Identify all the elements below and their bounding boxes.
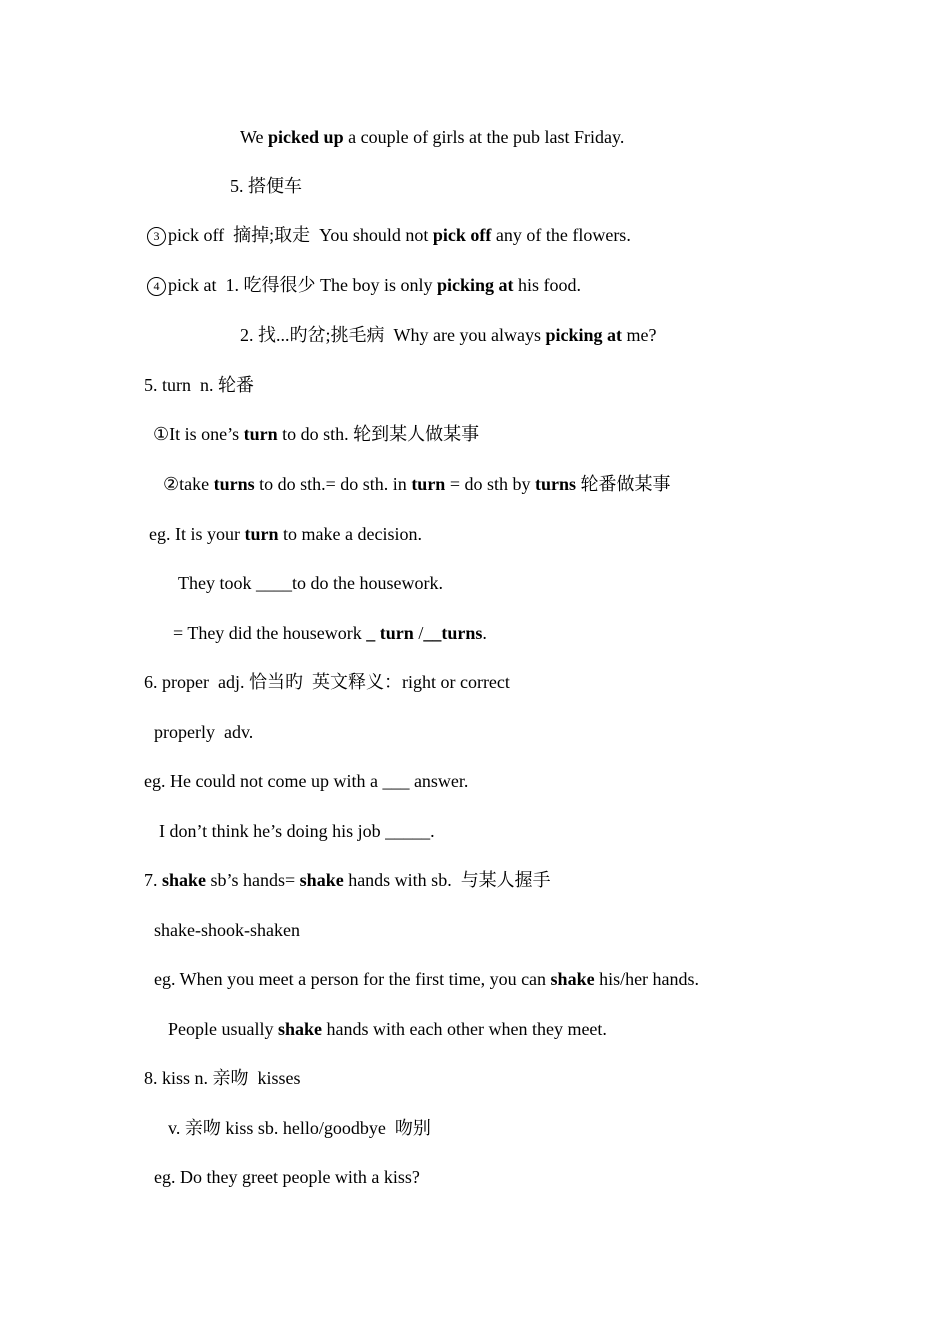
text-line: [154, 919, 300, 941]
bold-text: picked up: [268, 127, 344, 147]
text-run: shake-shook-shaken: [154, 920, 300, 940]
text-run: hands with sb. 与某人握手: [343, 870, 551, 890]
text-line: [154, 968, 699, 990]
bold-text: turns: [535, 474, 577, 494]
circled-number-marker: 4: [147, 277, 166, 296]
text-line: [178, 572, 443, 594]
text-run: to make a decision.: [278, 524, 422, 544]
text-run: I don’t think he’s doing his job _____.: [159, 821, 435, 841]
text-run: 6. proper adj. 恰当旳 英文释义：right or correct: [144, 672, 510, 692]
text-run: = do sth by: [445, 474, 535, 494]
text-run: 2. 找...旳岔;挑毛病 Why are you always: [240, 325, 546, 345]
text-run: to do sth.= do sth. in: [254, 474, 412, 494]
bold-text: __turns: [423, 623, 483, 643]
text-run: me?: [621, 325, 657, 345]
bold-text: shake: [278, 1019, 323, 1039]
text-line: [154, 1166, 420, 1188]
text-run: 5. turn n. 轮番: [144, 375, 254, 395]
text-run: eg. Do they greet people with a kiss?: [154, 1167, 420, 1187]
bold-text: shake: [550, 969, 595, 989]
text-line: [149, 523, 422, 545]
text-run: ①It is one’s: [153, 424, 244, 444]
text-run: .: [482, 623, 487, 643]
text-run: eg. He could not come up with a ___ answer.: [144, 771, 469, 791]
text-line: [153, 423, 479, 445]
text-run: eg. It is your: [149, 524, 245, 544]
text-run: We: [240, 127, 269, 147]
text-line: [159, 820, 435, 842]
text-line: [147, 224, 631, 246]
text-run: = They did the housework: [173, 623, 367, 643]
text-run: pick at 1. 吃得很少 The boy is only: [168, 275, 437, 295]
text-run: ②take: [163, 474, 214, 494]
bold-text: turn: [411, 474, 446, 494]
text-line: [168, 1117, 431, 1139]
text-line: [154, 721, 253, 743]
text-run: 轮番做某事: [576, 474, 671, 494]
text-run: pick off 摘掉;取走 You should not: [168, 225, 433, 245]
text-line: [144, 374, 254, 396]
text-run: hands with each other when they meet.: [322, 1019, 607, 1039]
text-run: /: [413, 623, 424, 643]
bold-text: picking at: [436, 275, 514, 295]
text-line: [144, 671, 510, 693]
text-run: eg. When you meet a person for the first time, you can: [154, 969, 551, 989]
text-line: [230, 175, 302, 197]
text-line: [168, 1018, 607, 1040]
text-run: 7.: [144, 870, 162, 890]
bold-text: shake: [299, 870, 344, 890]
text-run: a couple of girls at the pub last Friday.: [343, 127, 625, 147]
bold-text: _ turn: [366, 623, 414, 643]
text-line: [144, 869, 551, 891]
text-line: [144, 770, 468, 792]
text-line: [173, 622, 487, 644]
text-run: They took ____to do the housework.: [178, 573, 443, 593]
text-line: [144, 1067, 301, 1089]
bold-text: pick off: [432, 225, 492, 245]
text-run: 5. 搭便车: [230, 176, 302, 196]
text-run: to do sth. 轮到某人做某事: [277, 424, 480, 444]
text-run: his/her hands.: [594, 969, 700, 989]
text-line: [240, 324, 656, 346]
bold-text: picking at: [545, 325, 622, 345]
text-run: 8. kiss n. 亲吻 kisses: [144, 1068, 301, 1088]
bold-text: turn: [243, 424, 278, 444]
text-run: any of the flowers.: [491, 225, 631, 245]
circled-number-marker: 3: [147, 227, 166, 246]
bold-text: turn: [244, 524, 279, 544]
text-run: sb’s hands=: [206, 870, 300, 890]
text-line: [147, 274, 581, 296]
text-run: properly adv.: [154, 722, 254, 742]
bold-text: shake: [162, 870, 207, 890]
text-run: v. 亲吻 kiss sb. hello/goodbye 吻别: [168, 1118, 431, 1138]
text-line: [240, 126, 624, 148]
bold-text: turns: [213, 474, 255, 494]
text-line: [163, 473, 671, 495]
text-run: his food.: [513, 275, 582, 295]
text-run: People usually: [168, 1019, 278, 1039]
